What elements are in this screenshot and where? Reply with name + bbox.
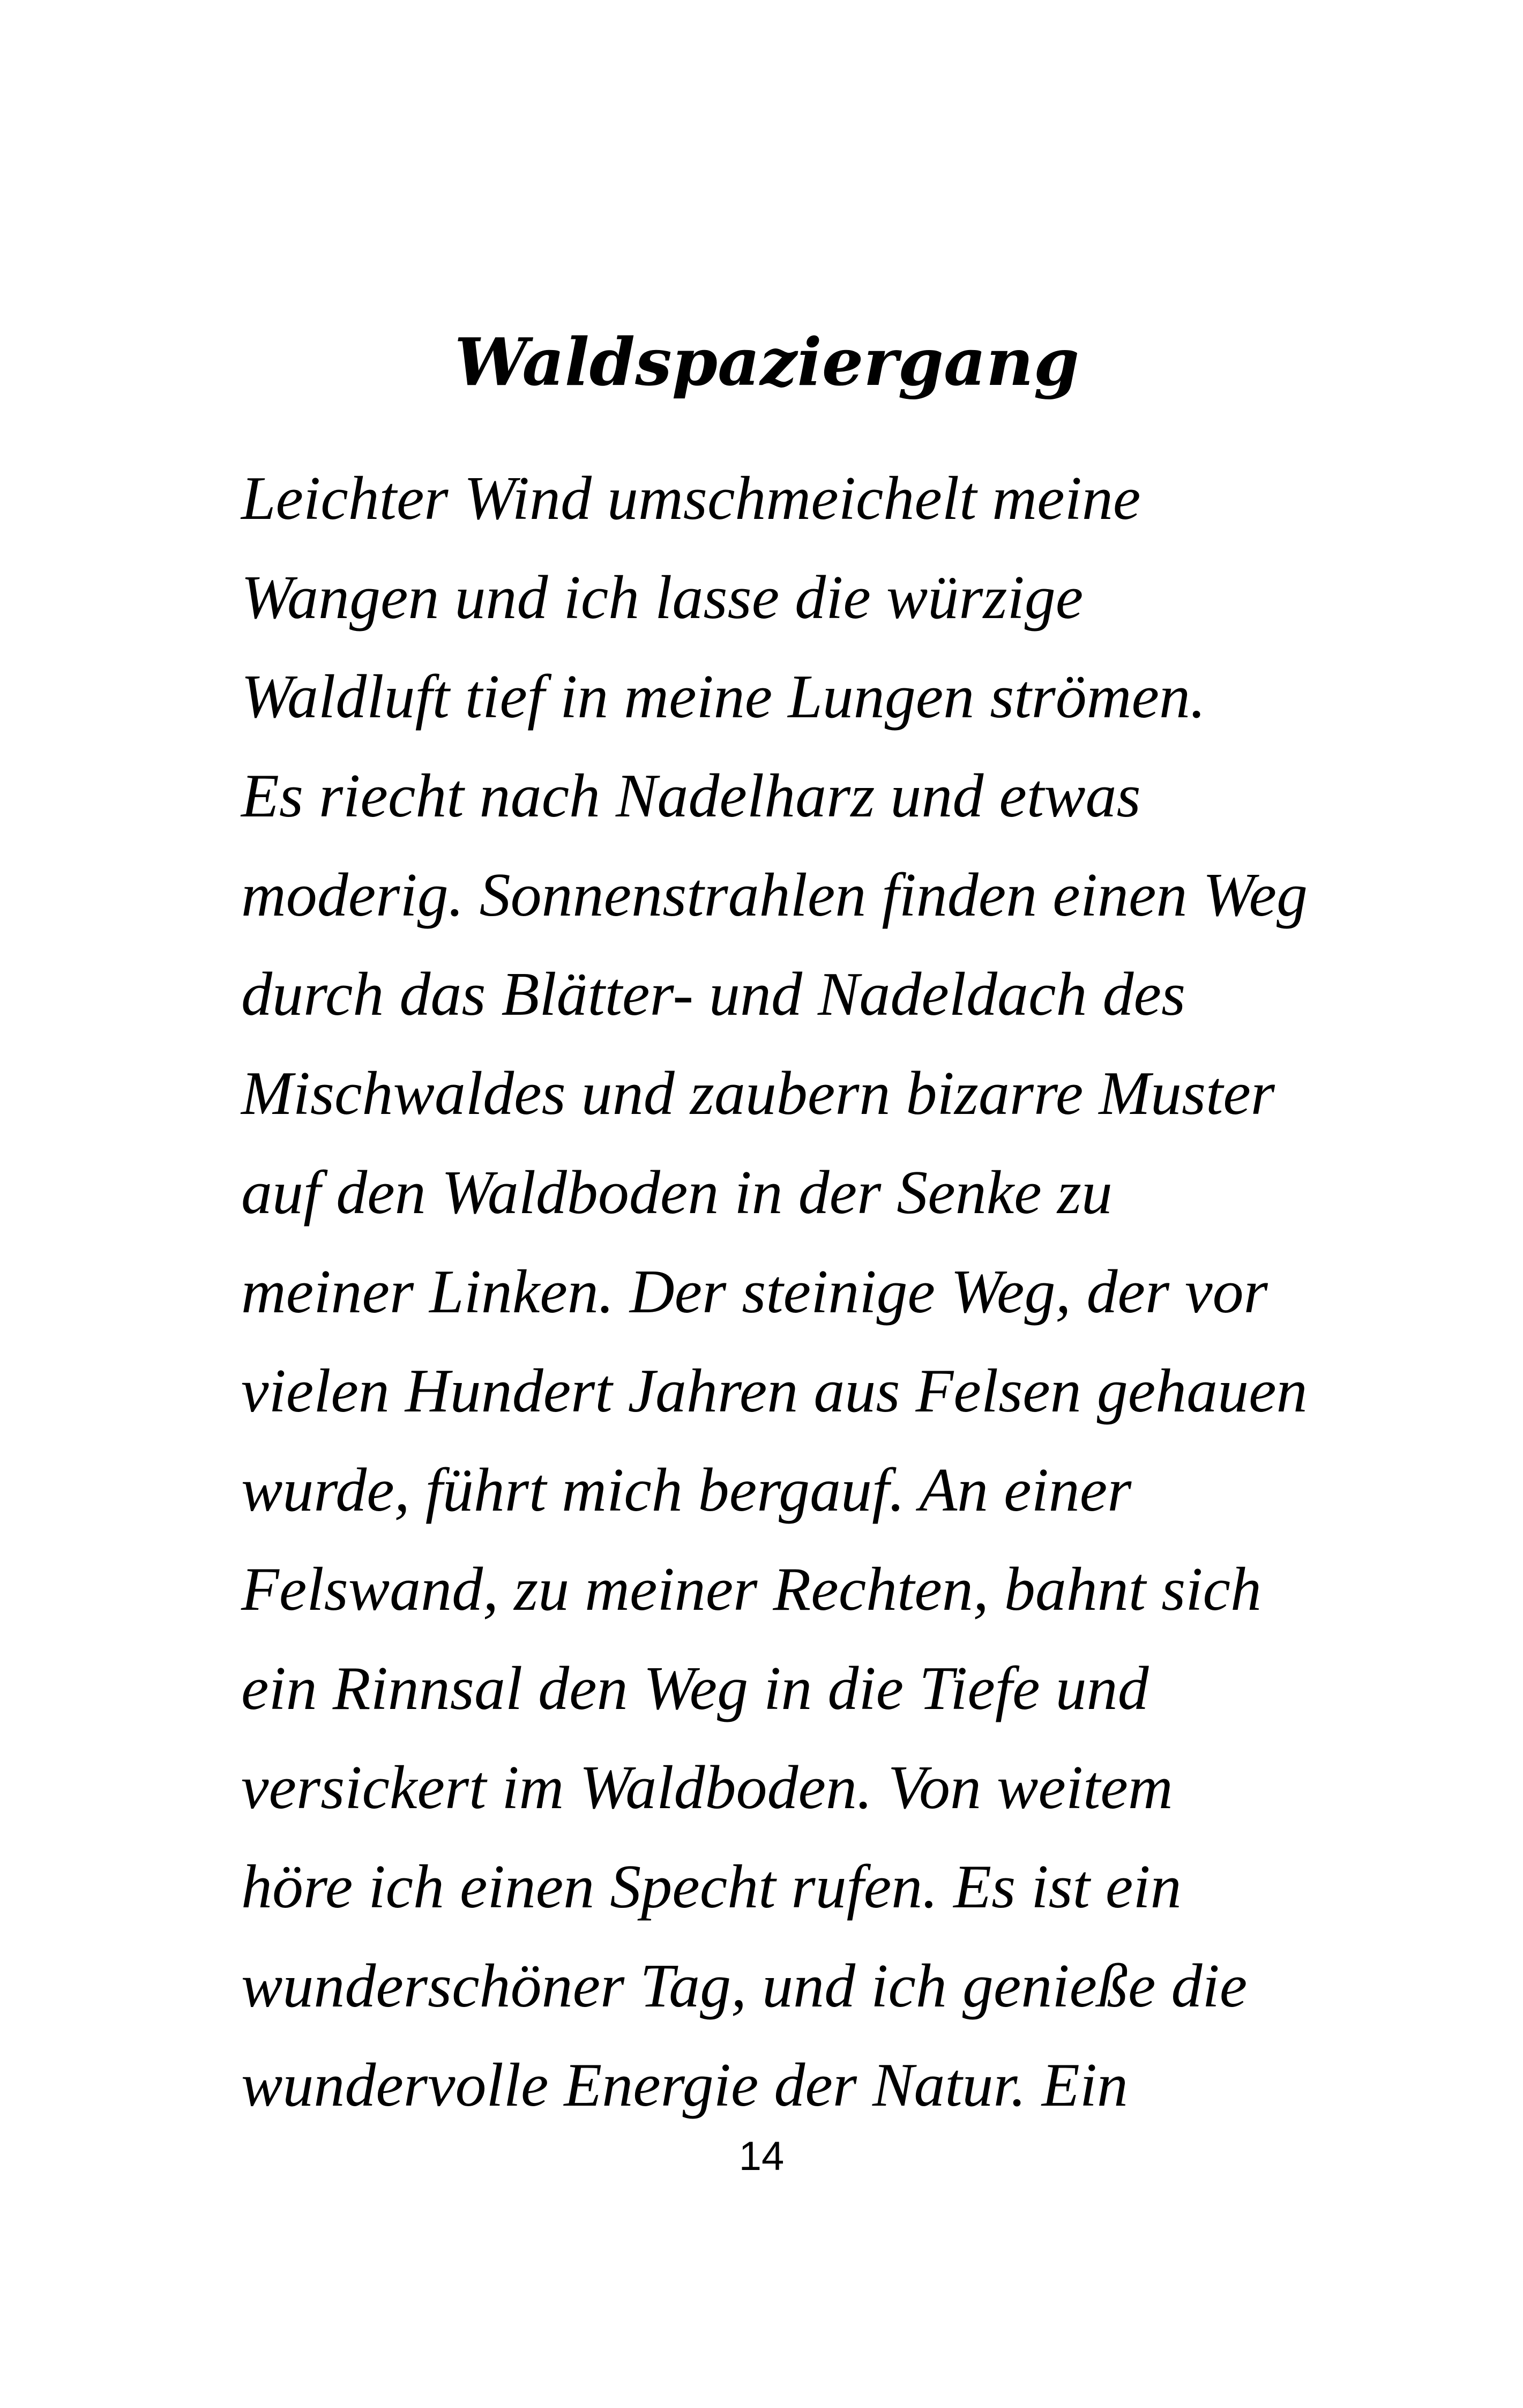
body-text xyxy=(241,449,1313,2135)
page-title: Waldspaziergang xyxy=(454,323,1080,400)
text-line: wunderschöner Tag, und ich genieße die xyxy=(241,1952,1248,2020)
text-line: höre ich einen Specht rufen. Es ist ein xyxy=(241,1853,1182,1921)
text-line: moderig. Sonnenstrahlen finden einen Weg xyxy=(241,861,1308,930)
page-number: 14 xyxy=(738,2134,785,2179)
text-line: Wangen und ich lasse die würzige xyxy=(241,563,1084,632)
text-line: Felswand, zu meiner Rechten, bahnt sich xyxy=(241,1555,1261,1624)
text-line: wundervolle Energie der Natur. Ein xyxy=(241,2051,1128,2120)
text-line: vielen Hundert Jahren aus Felsen gehauen xyxy=(241,1357,1308,1425)
text-line: wurde, führt mich bergauf. An einer xyxy=(241,1456,1132,1525)
text-line: ein Rinnsal den Weg in die Tiefe und xyxy=(241,1654,1149,1723)
text-line: durch das Blätter- und Nadeldach des xyxy=(241,960,1186,1029)
text-line: Waldluft tief in meine Lungen strömen. xyxy=(241,663,1206,731)
text-line: auf den Waldboden in der Senke zu xyxy=(241,1158,1113,1227)
text-line: versickert im Waldboden. Von weitem xyxy=(241,1753,1173,1822)
text-line: Es riecht nach Nadelharz und etwas xyxy=(241,762,1141,830)
text-line: meiner Linken. Der steinige Weg, der vor xyxy=(241,1258,1268,1326)
text-line: Mischwaldes und zaubern bizarre Muster xyxy=(241,1059,1275,1128)
text-line: Leichter Wind umschmeichelt meine xyxy=(241,464,1141,533)
